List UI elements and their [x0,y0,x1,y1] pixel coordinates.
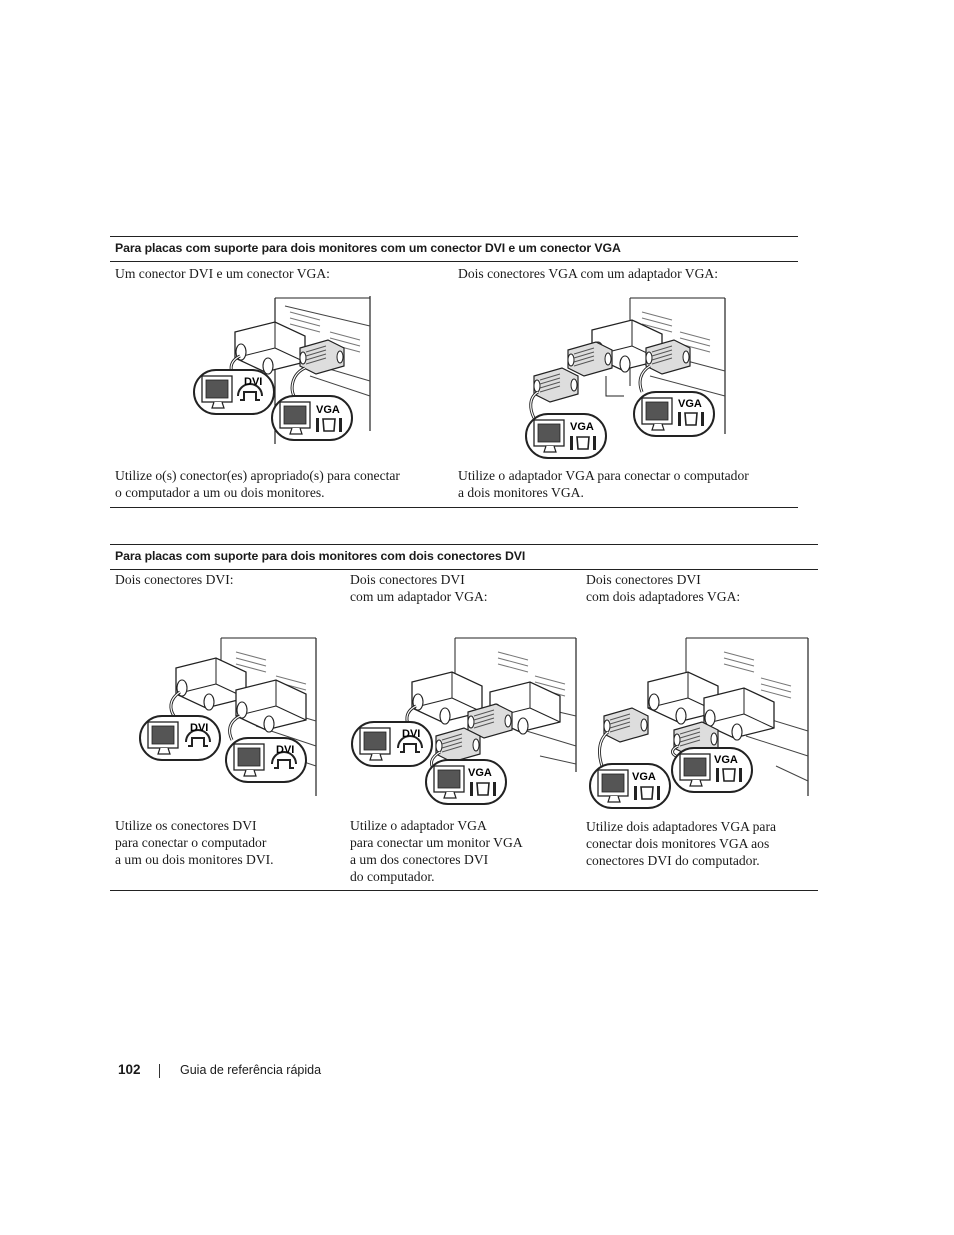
vga-label-2: VGA [678,398,702,410]
table2-heading: Para placas com suporte para dois monitores com dois conectores DVI [115,549,526,563]
dvi-plug-2 [236,680,306,732]
table2-col3-title: Dois conectores DVI com dois adaptadores VGA: [586,572,741,604]
vga-monitor-badge-2 [672,748,752,792]
vga-monitor-badge-1 [590,764,670,808]
vga-label-1: VGA [632,771,656,783]
table2-col3-caption: Utilize dois adaptadores VGA para conectar dois monitores VGA aos conectores DVI do computador. [586,819,777,868]
vga-monitor-badge-1 [526,414,606,458]
table1-top-rule [110,236,798,237]
dvi-monitor-badge [352,722,432,766]
footer-title: Guia de referência rápida [180,1063,322,1077]
vga-plug-2 [534,368,578,402]
dvi-label-1: DVI [190,722,209,734]
figure-two-vga-adapter [520,296,730,462]
vga-label-2: VGA [714,754,738,766]
vga-plug [300,340,344,374]
table1-bottom-rule [110,507,798,508]
vga-label: VGA [316,404,340,416]
vga-plug-1 [604,708,648,742]
table2-heading-rule [110,569,818,570]
vga-monitor-badge [426,760,506,804]
dvi-label: DVI [402,728,421,740]
vga-monitor-badge [272,396,352,440]
dvi-monitor-badge-1 [140,716,220,760]
dvi-monitor-badge-2 [226,738,306,782]
footer-separator [159,1064,160,1078]
table2-col2-caption: Utilize o adaptador VGA para conectar um monitor VGA a um dos conectores DVI do computador. [350,818,523,884]
table1-col2-title: Dois conectores VGA com um adaptador VGA: [458,266,718,281]
dvi-plug [235,322,305,374]
vga-adapter-port [568,342,612,376]
table1-heading: Para placas com suporte para dois monitores com um conector DVI e um conector VGA [115,241,621,255]
table2-col2-title: Dois conectores DVI com um adaptador VGA: [350,572,488,604]
dvi-label-2: DVI [276,744,295,756]
figure-dvi-one-vga-adapter [350,636,580,808]
dvi-monitor-badge [194,370,274,414]
vga-label: VGA [468,767,492,779]
page-number: 102 [118,1062,141,1077]
figure-dvi-and-vga [190,296,375,444]
table2-top-rule [110,544,818,545]
vga-label-1: VGA [570,421,594,433]
table2-col1-title: Dois conectores DVI: [115,572,234,587]
vga-monitor-badge-2 [634,392,714,436]
dvi-label: DVI [244,376,263,388]
table1-col1-caption: Utilize o(s) conector(es) apropriado(s) para conectar o computador a um ou dois monitores. [115,468,400,500]
table2-bottom-rule [110,890,818,891]
table1-col1-title: Um conector DVI e um conector VGA: [115,266,330,281]
table1-col2-caption: Utilize o adaptador VGA para conectar o computador a dois monitores VGA. [458,468,749,500]
table1-heading-rule [110,261,798,262]
table2-col1-caption: Utilize os conectores DVI para conectar o computador a um ou dois monitores DVI. [115,818,274,867]
figure-dvi-two-vga-adapters [586,636,814,812]
figure-two-dvi [136,636,321,798]
vga-plug [436,728,480,762]
